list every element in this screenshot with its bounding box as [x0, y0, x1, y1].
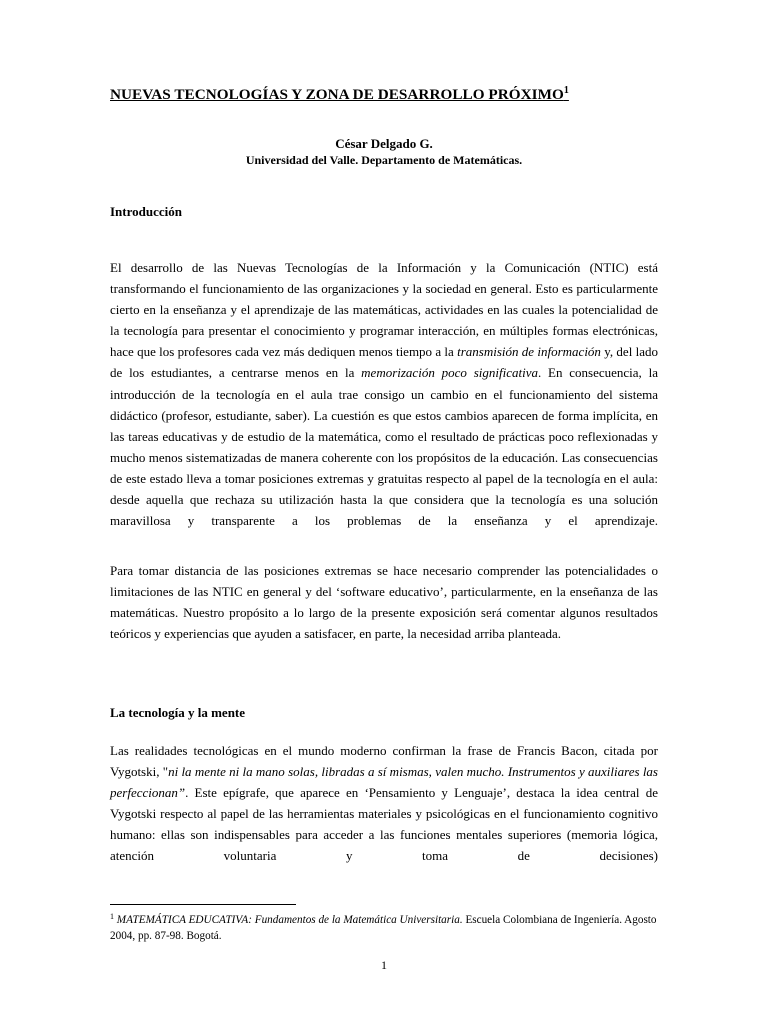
author-name: César Delgado G.	[335, 136, 433, 151]
footnote-1	[110, 909, 658, 944]
paragraph-1-italic-a: transmisión de información	[457, 344, 601, 360]
paragraph-1-italic-b: memorización poco significativa	[361, 365, 538, 381]
footnote-divider	[110, 904, 296, 905]
paragraph-3-text-b: . Este epígrafe, que aparece en ‘Pensamiento y Lenguaje’, destaca la idea central de Vygotski respecto al papel de las herramientas materiales y psicológicas en el funcionamiento cognitivo humano: ellas son indispensables para acceder a las funciones mentales superiores (memoria lógica, atención voluntaria y toma de decisiones)	[110, 785, 658, 864]
footnote-italic: MATEMÁTICA EDUCATIVA: Fundamentos de la Matemática Universitaria.	[116, 914, 463, 926]
heading-introduccion: Introducción	[110, 204, 182, 219]
document-title	[110, 85, 658, 104]
title-footnote-mark: 1	[563, 85, 569, 96]
footnote-mark: 1	[110, 912, 114, 921]
paragraph-1-text-a: El desarrollo de las Nuevas Tecnologías de la Información y la Comunicación (NTIC) está transformando el funcionamiento de las organizaciones y la sociedad en general. Esto es particularmente cierto en la enseñanza y el aprendizaje de las matemáticas, actividades en las cuales la potencialidad de la tecnología para presentar el conocimiento y programar interacción, en múltiples formas electrónicas, hace que los profesores cada vez más dediquen menos tiempo a la	[110, 260, 658, 360]
paragraph-1-text-b: y, del lado de los estudiantes, a centrarse menos en la	[110, 344, 658, 381]
paragraph-1	[110, 257, 658, 531]
author-affiliation: Universidad del Valle. Departamento de Matemáticas.	[245, 153, 523, 167]
heading-tecnologia-mente: La tecnología y la mente	[110, 705, 246, 720]
paragraph-2: Para tomar distancia de las posiciones extremas se hace necesario comprender las potencialidades o limitaciones de las NTIC en general y del ‘software educativo’, particularmente, en la enseñanza de las matemáticas. Nuestro propósito a lo largo de la presente exposición será comentar algunos resultados teóricos y experiencias que ayuden a satisfacer, en parte, la necesidad arriba planteada.	[110, 563, 658, 642]
paragraph-3-italic-quote: ni la mente ni la mano solas, libradas a sí mismas, valen mucho. Instrumentos y auxiliares las perfeccionan”	[110, 764, 658, 801]
title-text: NUEVAS TECNOLOGÍAS Y ZONA DE DESARROLLO PRÓXIMO	[110, 86, 564, 103]
footnote-rest: Escuela Colombiana de Ingeniería. Agosto 2004, pp. 87-98. Bogotá.	[110, 914, 657, 942]
paragraph-3	[110, 740, 658, 867]
paragraph-3-text-a: Las realidades tecnológicas en el mundo moderno confirman la frase de Francis Bacon, citada por Vygotski, "	[110, 743, 658, 780]
page-number: 1	[381, 958, 387, 972]
paragraph-1-text-c: . En consecuencia, la introducción de la tecnología en el aula trae consigo un cambio en el funcionamiento del sistema didáctico (profesor, estudiante, saber). La cuestión es que estos cambios aparecen de forma implícita, en las tareas educativas y de estudio de la matemática, como el resultado de prácticas poco reflexionadas y mucho menos sistematizadas de manera coherente con los propósitos de la educación. Las consecuencias de este estado lleva a tomar posiciones extremas y gratuitas respecto al papel de la tecnología en el aula: desde aquella que rechaza su utilización hasta la que considera que la tecnología es una solución maravillosa y transparente a los problemas de la enseñanza y el aprendizaje.	[110, 365, 658, 529]
